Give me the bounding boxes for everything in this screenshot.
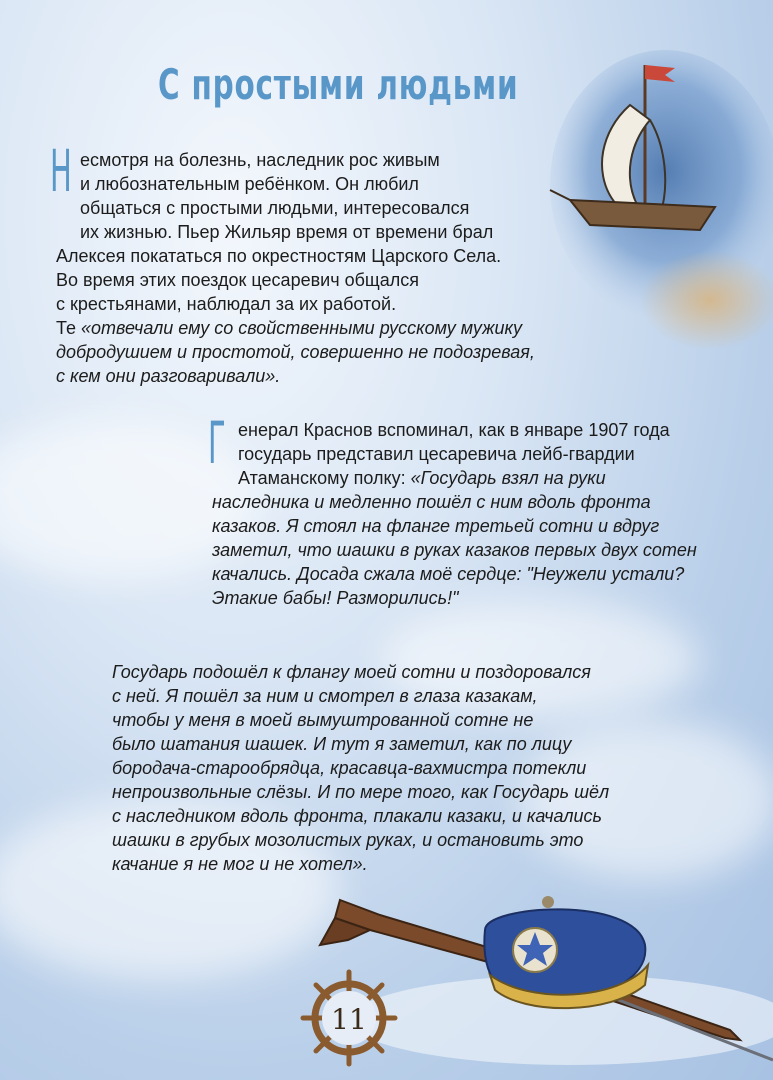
text-plain: Атаманскому полку: (238, 468, 411, 488)
quote-line: бородача-старообрядца, красавца-вахмистра потекли (112, 758, 587, 778)
page-title: С простыми людьми (158, 60, 519, 109)
quote-line: шашки в грубых мозолистых руках, и остановить это (112, 830, 584, 850)
paragraph-intro (80, 148, 469, 220)
quote-line: Государь подошёл к флангу моей сотни и поздоровался (112, 662, 591, 682)
text-line: Во время этих поездок цесаревич общался (56, 270, 419, 290)
quote-line: с кем они разговаривали». (56, 366, 281, 386)
page-number: 11 (331, 1002, 367, 1036)
text-line: есмотря на болезнь, наследник рос живым (80, 150, 440, 170)
text-line: государь представил цесаревича лейб-гвардии (238, 444, 635, 464)
watercolor-boat-icon (525, 35, 773, 365)
quote-text: «Государь взял на руки (410, 468, 606, 488)
text-line: общаться с простыми людьми, интересовался (80, 198, 470, 218)
text-line (238, 466, 670, 490)
quote-line: качание я не мог и не хотел». (112, 854, 368, 874)
quote-line: добродушием и простотой, совершенно не подозревая, (56, 342, 535, 362)
drop-cap: Н (50, 137, 72, 205)
quote-line: Этакие бабы! Разморились!" (212, 588, 459, 608)
paragraph-krasnov (238, 418, 670, 490)
drop-cap: Г (208, 409, 226, 477)
text-plain: Те (56, 318, 81, 338)
text-line: их жизнью. Пьер Жильяр время от времени брал (80, 222, 494, 242)
quote-line: с ней. Я пошёл за ним и смотрел в глаза казакам, (112, 686, 538, 706)
quote-line: наследника и медленно пошёл с ним вдоль фронта (212, 492, 651, 512)
quote-line: с наследником вдоль фронта, плакали казаки, и качались (112, 806, 602, 826)
quote-line: качались. Досада сжала моё сердце: "Неужели устали? (212, 564, 685, 584)
quote-line: казаков. Я стоял на фланге третьей сотни и вдруг (212, 516, 660, 536)
quote-line: чтобы у меня в моей вымуштрованной сотне не (112, 710, 534, 730)
text-line: Алексея покататься по окрестностям Царского Села. (56, 246, 502, 266)
quote-line: было шатания шашек. И тут я заметил, как по лицу (112, 734, 572, 754)
text-line: с крестьянами, наблюдал за их работой. (56, 294, 397, 314)
quote-text: «отвечали ему со свойственными русскому мужику (81, 318, 522, 338)
paragraph-quote-continued (112, 660, 609, 876)
paragraph-krasnov-quote (212, 490, 697, 610)
text-line: и любознательным ребёнком. Он любил (80, 174, 419, 194)
paragraph-intro-continued (56, 220, 535, 388)
quote-line: заметил, что шашки в руках казаков первых двух сотен (212, 540, 697, 560)
text-line: енерал Краснов вспоминал, как в январе 1907 года (238, 420, 670, 440)
text-line (56, 316, 535, 340)
quote-line: непроизвольные слёзы. И по мере того, как Государь шёл (112, 782, 610, 802)
